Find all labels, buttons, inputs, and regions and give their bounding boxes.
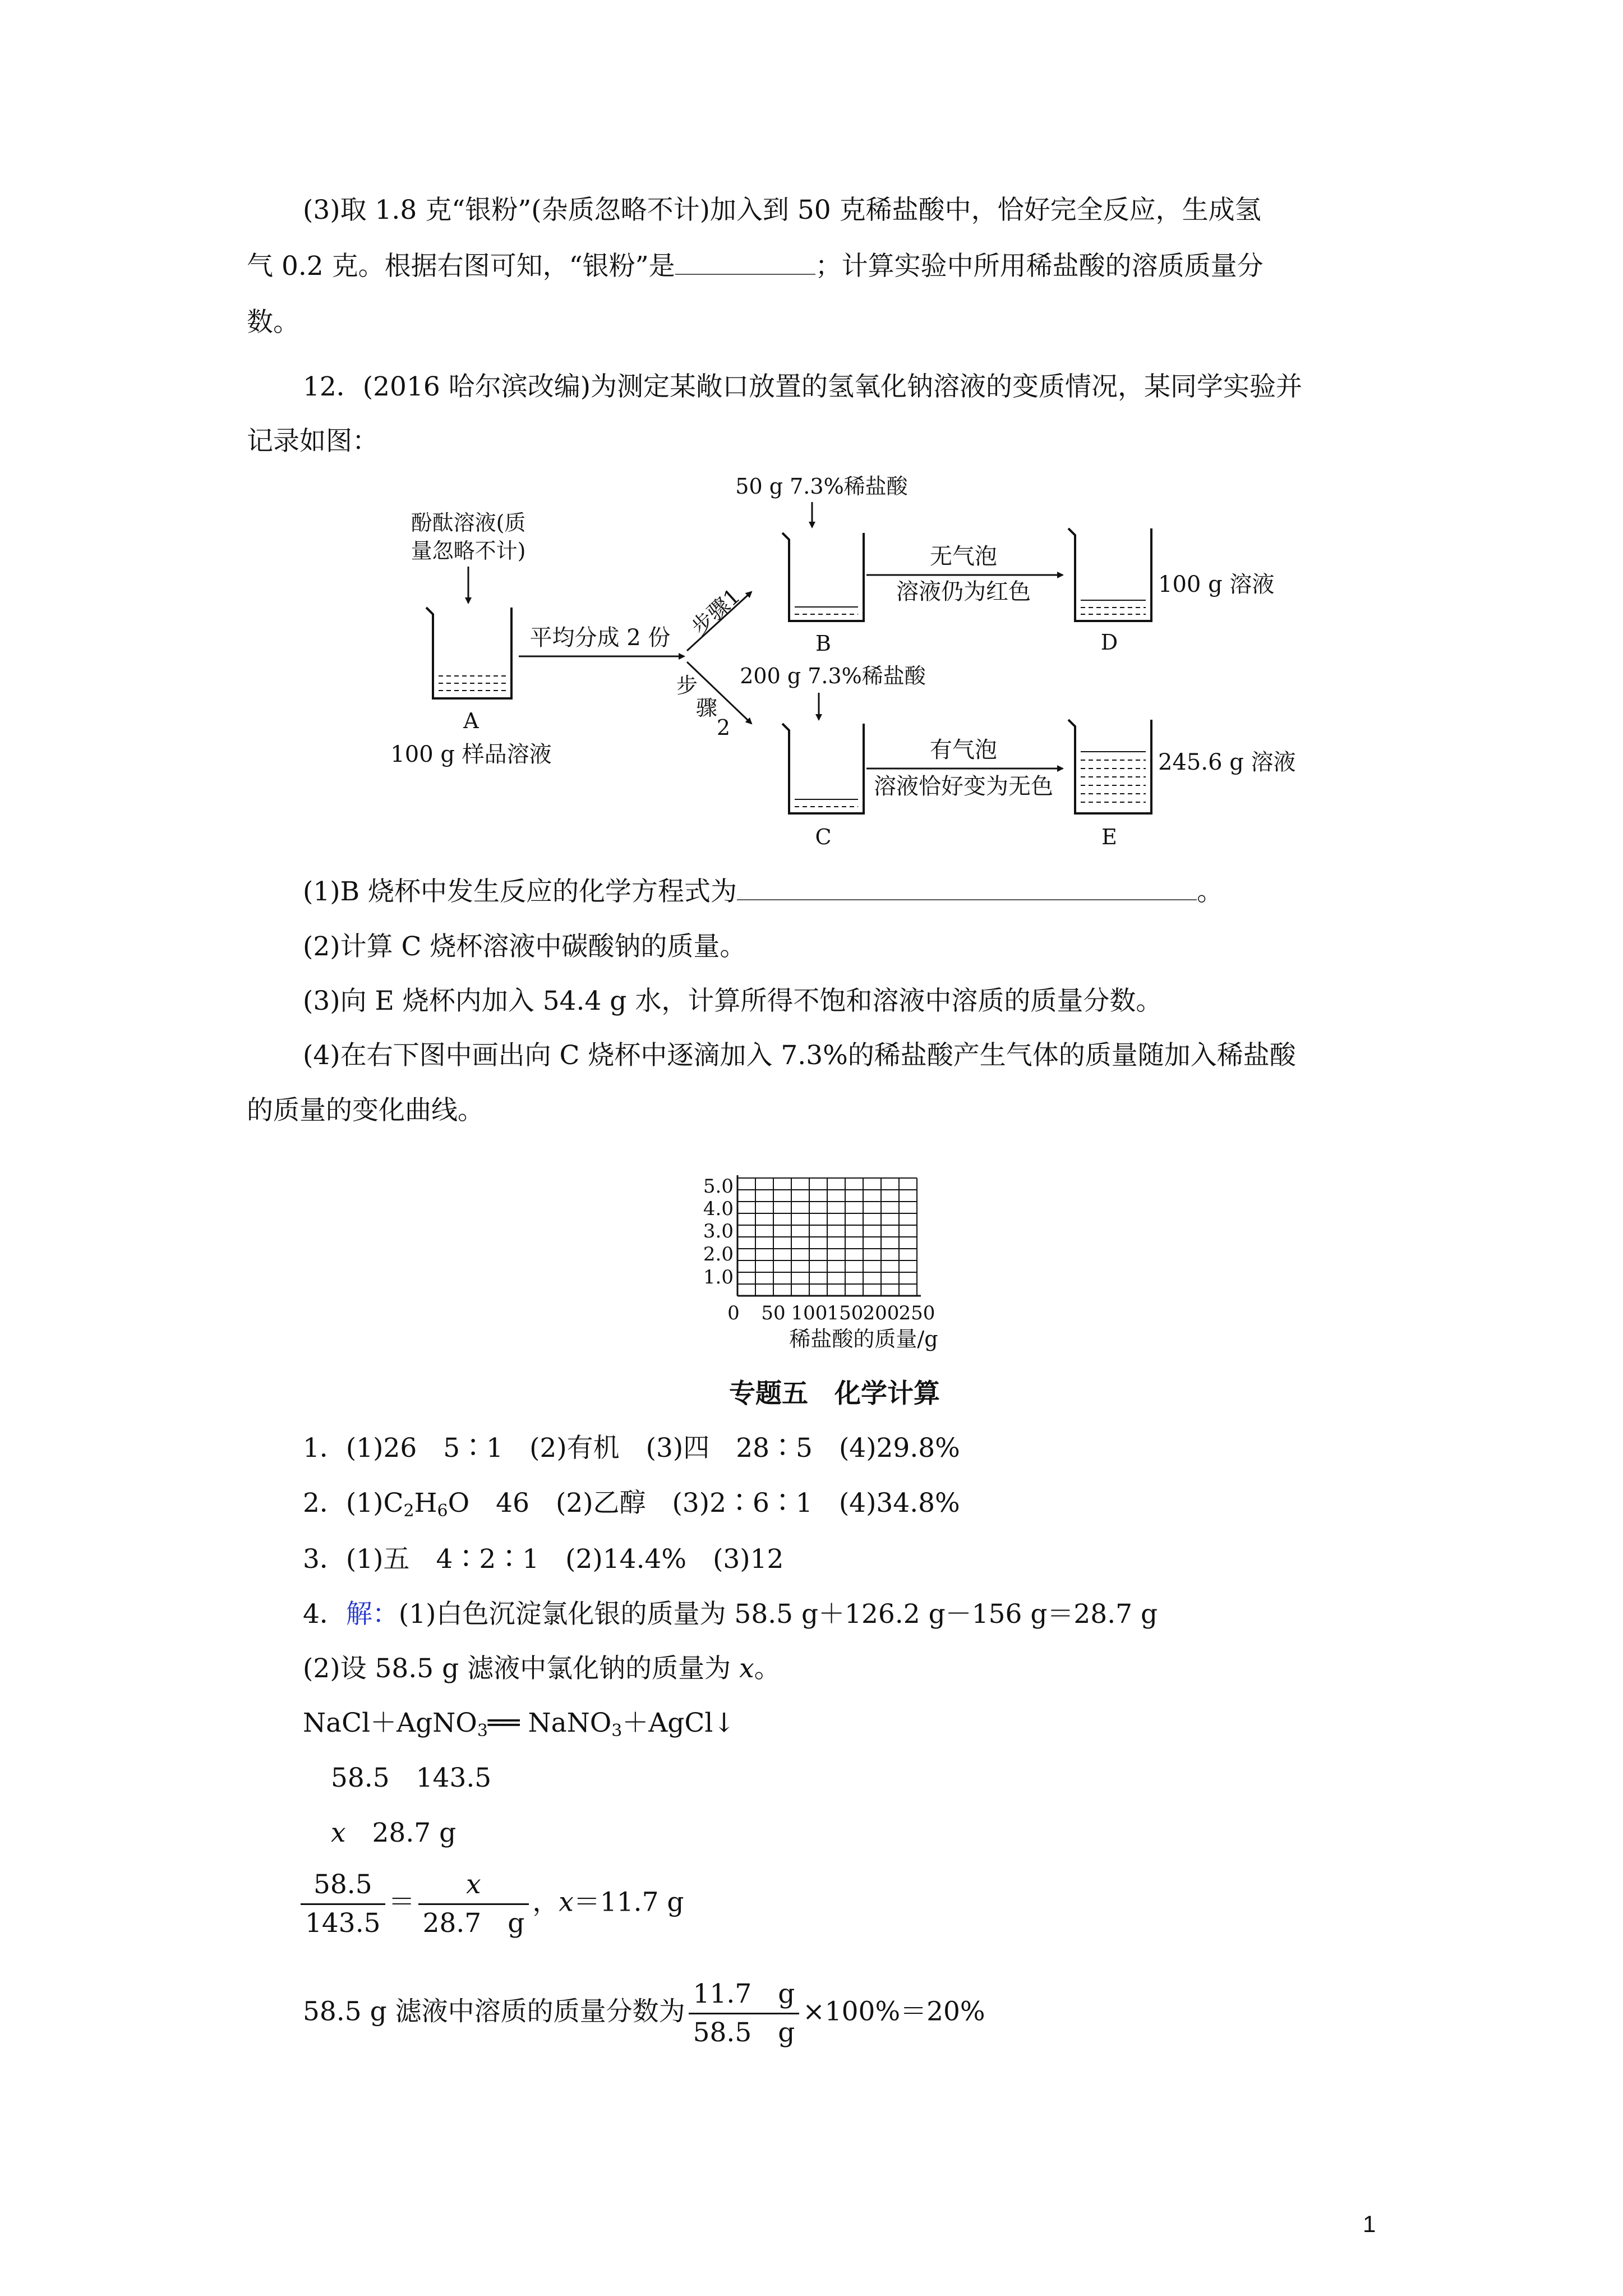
frac2-num: x [418,1871,529,1905]
answer-4-line1 [303,1598,1158,1631]
beaker-d [1068,528,1151,621]
equation-blank[interactable] [737,877,1197,900]
acid-b-label: 50 g 7.3%稀盐酸 [735,474,908,499]
answer-4-text1: (1)白色沉淀氯化银的质量为 58.5 g＋126.2 g－156 g＝28.7 g [398,1599,1158,1630]
ce-top-label: 有气泡 [930,737,997,763]
frac1-den: 143.5 [305,1908,381,1939]
answer-2-mid: H [414,1488,437,1519]
q11-part3-line1: (3)取 1.8 克“银粉”(杂质忽略不计)加入到 50 克稀盐酸中，恰好完全反应，生成氢 [303,195,1261,226]
acid-c-label: 200 g 7.3%稀盐酸 [740,664,926,688]
q12-intro-line2: 记录如图： [247,426,379,457]
answer-2-post: O 46 (2)乙醇 (3)2∶6∶1 (4)34.8% [448,1488,960,1519]
ratio-line1: 58.5 143.5 [331,1763,492,1793]
beaker-e-label: E [1101,825,1117,849]
fraction-2 [418,1871,529,1938]
indicator-label-2: 量忽略不计) [411,539,526,563]
frac2-den: 28.7 g [422,1908,525,1939]
indicator-label-1: 酚酞溶液(质 [411,510,526,535]
answer-4-num: 4． [303,1599,346,1630]
chemical-equation [303,1706,735,1748]
y-tick-5: 5.0 [703,1175,734,1198]
step1-label: 步骤1 [686,583,745,640]
beaker-d-label: D [1100,630,1118,655]
page-number: 1 [1363,2211,1376,2237]
fraction-1 [301,1871,385,1938]
beaker-b [782,533,864,621]
q12-sub4-line2: 的质量的变化曲线。 [247,1095,484,1126]
frac3-num: 11.7 g [689,1980,800,2014]
step2-label-b: 骤 [695,696,718,720]
beaker-c-label: C [815,825,832,849]
frac3-den: 58.5 g [693,2017,795,2048]
e-solution-label: 245.6 g 溶液 [1158,749,1296,775]
y-tick-1: 1.0 [703,1266,734,1289]
bd-bottom-label: 溶液仍为红色 [896,579,1031,605]
experiment-diagram [0,0,1623,875]
answer-4-text2a: (2)设 58.5 g 滤液中氯化钠的质量为 [303,1653,740,1684]
eq-mid: ══ NaNO [487,1708,612,1738]
x-axis-label: 稀盐酸的质量/g [789,1327,938,1351]
split-label: 平均分成 2 份 [529,625,671,651]
ce-bottom-label: 溶液恰好变为无色 [874,774,1053,799]
answer-2-sub2: 6 [437,1501,448,1521]
final-pre: 58.5 g 滤液中溶质的质量分数为 [303,1996,685,2027]
answer-3: 3．(1)五 4∶2∶1 (2)14.4% (3)12 [303,1544,784,1575]
q12-sub1-end: 。 [1197,876,1224,907]
answer-4-text2b: 。 [754,1653,781,1684]
x-tick-150: 150 [827,1302,864,1324]
q12-intro-line1: 12．(2016 哈尔滨改编)为测定某敞口放置的氢氧化钠溶液的变质情况，某同学实验并 [303,371,1303,402]
result-val: ＝11.7 g [573,1887,684,1918]
y-tick-4: 4.0 [703,1198,734,1220]
beaker-c [782,724,864,813]
q11-part3-line3: 数。 [247,307,299,338]
q12-sub1 [303,875,1223,909]
beaker-e [1068,720,1151,813]
answer-2 [303,1487,960,1528]
y-tick-2: 2.0 [703,1243,734,1266]
sample-label: 100 g 样品溶液 [390,742,552,767]
step2-label-a: 步 [676,673,698,698]
y-tick-3: 3.0 [703,1220,734,1243]
blank-plot-grid[interactable] [690,1172,1004,1363]
ratio-line2 [331,1816,456,1850]
step2-label-c: 2 [716,715,731,740]
final-post: ×100%＝20% [803,1996,985,2027]
frac1-num: 58.5 [301,1871,385,1905]
ratio-val: 28.7 g [345,1818,457,1848]
x-tick-0: 0 [727,1302,740,1324]
answer-4-line2 [303,1652,781,1686]
eq-sub2: 3 [611,1721,623,1741]
answer-2-sub1: 2 [403,1501,414,1521]
x-tick-100: 100 [791,1302,828,1324]
ratio-var: x [331,1818,346,1848]
beaker-b-label: B [815,631,831,656]
eq-post: ＋AgCl↓ [622,1708,735,1738]
beaker-a [426,608,511,698]
result-pre: ， [532,1887,559,1918]
x-tick-250: 250 [898,1302,935,1324]
q11-part3-line2b: ；计算实验中所用稀盐酸的溶质质量分 [815,251,1264,282]
eq-sign: ＝ [388,1887,415,1918]
q12-sub2: (2)计算 C 烧杯溶液中碳酸钠的质量。 [303,931,746,962]
eq-pre: NaCl＋AgNO [303,1708,477,1738]
bd-top-label: 无气泡 [930,544,997,569]
fraction-3 [689,1980,800,2047]
x-tick-50: 50 [761,1302,786,1324]
answers-title: 专题五 化学计算 [729,1378,940,1409]
answer-4-var: x [739,1653,754,1684]
q11-part3-line2a: 气 0.2 克。根据右图可知，“银粉”是 [247,251,675,282]
answer-1: 1．(1)26 5∶1 (2)有机 (3)四 28∶5 (4)29.8% [303,1433,960,1464]
proportion-equation [297,1871,684,1938]
beaker-a-label: A [463,708,479,733]
final-answer [303,1980,985,2047]
result-var: x [559,1887,574,1918]
answer-4-jie: 解： [345,1599,399,1630]
eq-sub1: 3 [477,1721,488,1741]
answer-2-pre: 2．(1)C [303,1488,404,1519]
d-solution-label: 100 g 溶液 [1158,572,1275,597]
q12-sub3: (3)向 E 烧杯内加入 54.4 g 水，计算所得不饱和溶液中溶质的质量分数。 [303,986,1163,1016]
x-tick-200: 200 [863,1302,900,1324]
q12-sub4-line1: (4)在右下图中画出向 C 烧杯中逐滴加入 7.3%的稀盐酸产生气体的质量随加入稀盐酸 [303,1040,1296,1071]
q12-sub1-text: (1)B 烧杯中发生反应的化学方程式为 [303,876,737,907]
